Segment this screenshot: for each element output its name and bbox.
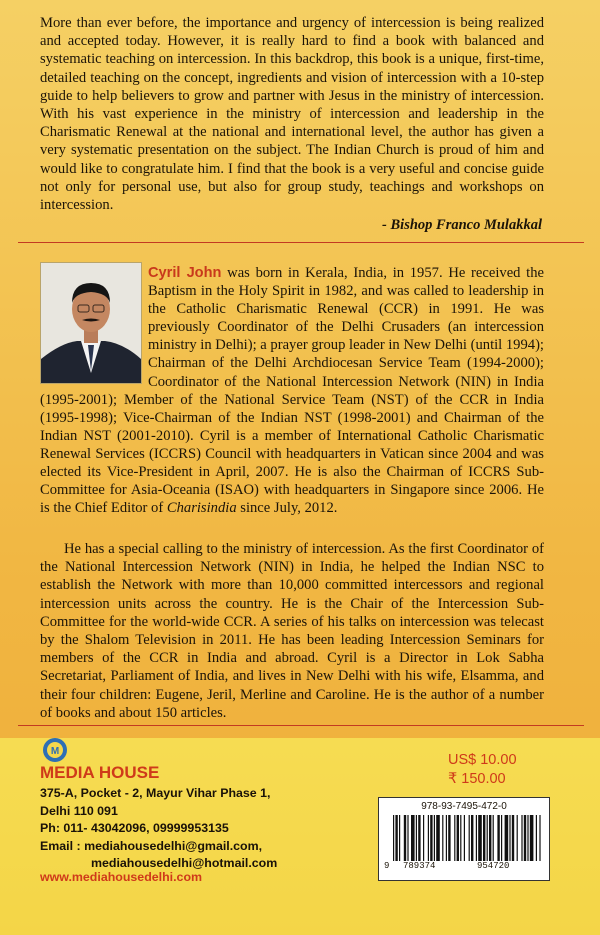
author-bio-end: since July, 2012. (236, 500, 338, 517)
barcode-bar (436, 815, 440, 861)
barcode-bar (539, 815, 540, 861)
barcode-bar (501, 815, 502, 861)
barcode-bar (442, 815, 443, 861)
barcode-bars (393, 815, 541, 861)
barcode-bar (404, 815, 406, 861)
endorsement-attribution: - Bishop Franco Mulakkal (382, 217, 542, 233)
author-bio-text: was born in Kerala, India, in 1957. He received the Baptism in the Holy Spirit in 1982, and was called to leadership in the Catholic Charismatic Renewal (CCR) in 1991. He was previously Coordinator of the Delhi Crusaders (an intercession ministry in Delhi); a prayer group leader in New Delhi (until 1994); Chairman of the Delhi Archdiocesan Service Team (1994-2000); Coordinator of the National Intercession Network (NIN) in India (1995-2001); Member of the National Service Team (NST) of the CCR in India (1995-1998); Vice-Chairman of the Indian NST (1998-2001) and Chairman of the Indian NST (2001-2010). Cyril is a member of International Catholic Charismatic Renewal Services (ICCRS) Council with headquarters in Vatican since 2004 and was elected its Vice-President in April, 2007. He is also the Chairman of ICCRS Sub-Committee for Asia-Oceania (ISAO) with headquarters in Singapore since 2006. He is the Chief Editor of (40, 265, 545, 517)
barcode-bar (493, 815, 494, 861)
barcode-bar (460, 815, 461, 861)
publisher-address (40, 785, 277, 873)
barcode-bar (517, 815, 518, 861)
logo-letter: M (50, 746, 60, 757)
barcode-bar (448, 815, 450, 861)
barcode-bar (418, 815, 420, 861)
barcode-bar (446, 815, 447, 861)
endorsement-text: More than ever before, the importance and urgency of intercession is being realized and accepted today. However, it is really hard to find a book with balanced and systematic teaching on intercession. In this backdrop, this book is a unique, first-time, detailed teaching on the concept, ingredients and vision of intercession with a 10-step guide to help believers to grow and partner with Jesus in the ministry of intercession. With his vast experience in the ministry of intercession and leadership in the Charismatic Renewal at the national and international level, the author has given a very systematic presentation on the subject. The Indian Church is proud of him and would like to congratulate him. I find that the book is a very useful and concise guide not only for personal use, but also for group study, teachings and workshops on intercession. (40, 15, 544, 214)
barcode-bar (430, 815, 432, 861)
barcode-bar (489, 815, 491, 861)
publisher-email-2: mediahousedelhi@hotmail.com (91, 856, 278, 870)
barcode-left-digits: 789374 (403, 861, 436, 871)
barcode-bar (530, 815, 534, 861)
publisher-name: MEDIA HOUSE (40, 763, 160, 782)
barcode-lead-digit: 9 (384, 861, 390, 871)
address-line-2: Delhi 110 091 (40, 803, 118, 818)
barcode-bar (411, 815, 415, 861)
divider-top (18, 242, 584, 243)
barcode-bar (497, 815, 499, 861)
barcode-bar (487, 815, 488, 861)
publisher-website[interactable]: www.mediahousedelhi.com (40, 870, 203, 884)
isbn-barcode (378, 797, 550, 881)
magazine-title: Charisindia (166, 500, 237, 517)
divider-bottom (18, 725, 584, 726)
author-portrait-image (41, 263, 141, 383)
media-house-logo-icon (42, 737, 68, 763)
price-inr: ₹ 150.00 (448, 771, 506, 787)
barcode-bar (457, 815, 459, 861)
barcode-bar (521, 815, 522, 861)
barcode-bar (476, 815, 477, 861)
isbn-number: 978-93-7495-472-0 (421, 801, 507, 812)
barcode-right-digits: 954720 (477, 861, 510, 871)
publisher-logo (42, 737, 68, 763)
barcode-bar (464, 815, 465, 861)
barcode-bar (454, 815, 455, 861)
barcode-bar (399, 815, 400, 861)
barcode-bar (469, 815, 470, 861)
address-line-1: 375-A, Pocket - 2, Mayur Vihar Phase 1, (40, 786, 271, 800)
author-bio-2: He has a special calling to the ministry of intercession. As the first Coordinator of the National Intercession Network (NIN) in India, he helped the Indian NSC to establish the Network with more than 10,000 committed intercessors and regional intercession units across the country. He is the Chair of the Intercession Sub-Committee for the world-wide CCR. A series of his talks on intercession was telecast by the Shalom Television in 2011. He has been leading Intercession Seminars for members of the CCR in India and abroad. Cyril is a Director in Lok Sabha Secretariat, Parliament of India, and lives in New Delhi with his wife, Elsamma, and their four children: Eugene, Jeril, Merline and Caroline. He is the author of a number of books and about 150 articles. (40, 541, 544, 721)
barcode-bar (505, 815, 509, 861)
barcode-bar (416, 815, 417, 861)
barcode-bar (536, 815, 537, 861)
publisher-email-1: Email : mediahousedelhi@gmail.com, (40, 838, 263, 853)
barcode-bar (434, 815, 435, 861)
price-usd: US$ 10.00 (448, 752, 517, 768)
author-name: Cyril John (148, 265, 222, 281)
barcode-bar (478, 815, 482, 861)
barcode-bar (395, 815, 397, 861)
barcode-bar (483, 815, 485, 861)
barcode-bar (423, 815, 424, 861)
barcode-bar (428, 815, 429, 861)
barcode-bar (407, 815, 408, 861)
barcode-bar (509, 815, 510, 861)
barcode-bar (524, 815, 526, 861)
barcode-bar (512, 815, 514, 861)
barcode-bar (393, 815, 394, 861)
barcode-bar (527, 815, 528, 861)
author-photo (40, 262, 142, 384)
publisher-phone: Ph: 011- 43042096, 09999953135 (40, 821, 229, 835)
barcode-bar (471, 815, 473, 861)
